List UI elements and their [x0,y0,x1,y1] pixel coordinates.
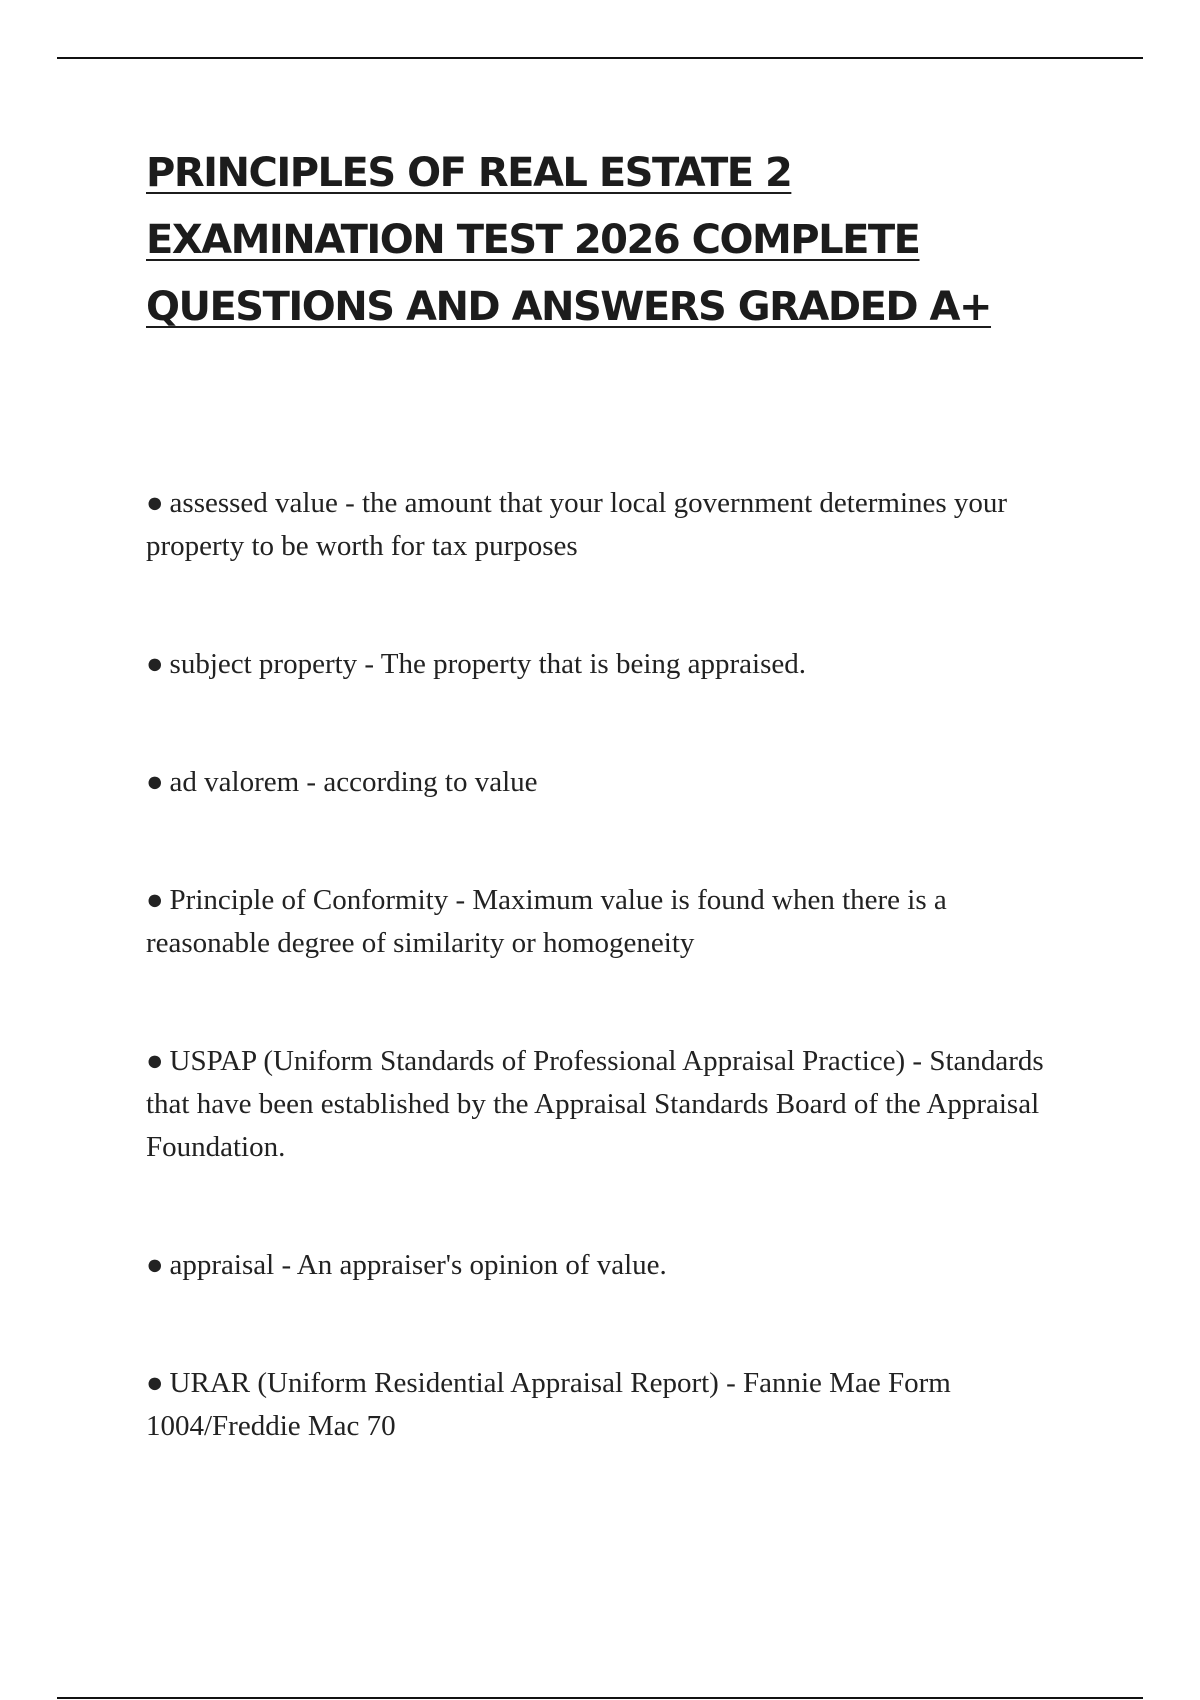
bullet-icon: ● [146,884,164,916]
list-item [146,643,1066,686]
bullet-icon: ● [146,1367,164,1399]
list-item [146,1040,1066,1169]
list-item [146,482,1066,568]
document-title-text: PRINCIPLES OF REAL ESTATE 2 EXAMINATION TEST 2026 COMPLETE QUESTIONS AND ANSWERS GRADED A+ [146,150,992,330]
list-item-text: appraisal - An appraiser's opinion of value. [169,1249,667,1281]
top-divider [57,57,1143,59]
document-title [146,140,1076,341]
list-item [146,761,1066,804]
bottom-divider [57,1697,1143,1699]
list-item [146,1362,1066,1448]
bullet-icon: ● [146,766,164,798]
bullet-icon: ● [146,1249,164,1281]
bullet-icon: ● [146,648,164,680]
bullet-icon: ● [146,1045,164,1077]
list-item-text: USPAP (Uniform Standards of Professional Appraisal Practice) - Standards that have been established by the Appraisal Standards Board of the Appraisal Foundation. [146,1045,1044,1163]
list-item [146,1244,1066,1287]
list-item [146,879,1066,965]
list-item-text: assessed value - the amount that your local government determines your property to be worth for tax purposes [146,487,1008,562]
list-item-text: subject property - The property that is being appraised. [169,648,807,680]
list-item-text: Principle of Conformity - Maximum value is found when there is a reasonable degree of similarity or homogeneity [146,884,947,959]
list-item-text: ad valorem - according to value [169,766,538,798]
definition-list [146,482,1066,1523]
bullet-icon: ● [146,487,164,519]
list-item-text: URAR (Uniform Residential Appraisal Report) - Fannie Mae Form 1004/Freddie Mac 70 [146,1367,951,1442]
